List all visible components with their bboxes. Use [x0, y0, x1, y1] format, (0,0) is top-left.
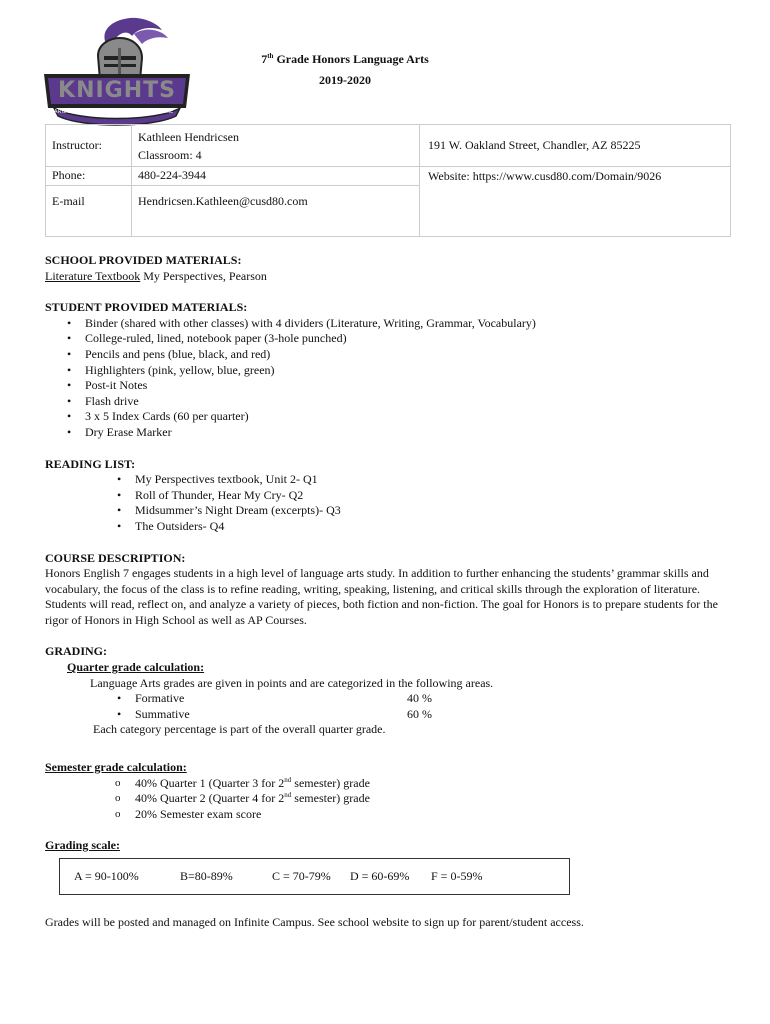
grade-categories	[45, 691, 735, 722]
list-item: • College-ruled, lined, notebook paper (3-hole punched)	[85, 331, 735, 347]
logo-subtext: ARIZONA COLLEGE PREPARATORY	[54, 109, 147, 115]
email-address[interactable]: Hendricsen.Kathleen@cusd80.com	[132, 186, 420, 237]
student-materials-list	[45, 316, 735, 441]
list-item: • My Perspectives textbook, Unit 2- Q1	[135, 472, 735, 488]
page-title	[240, 52, 450, 88]
list-item: • Midsummer’s Night Dream (excerpts)- Q3	[135, 503, 735, 519]
classroom: Classroom: 4	[138, 147, 202, 162]
scale-f: F = 0-59%	[431, 868, 483, 883]
school-year: 2019-2020	[319, 73, 371, 87]
course-description-text: Honors English 7 engages students in a high level of language arts study. In addition to further enhancing the students’ grammar skills and vocabulary, the focus of the class is to refine reading, writing, speaking, listening, and critical skills through the exploration of literature. Students will read, reflect on, and analyze a variety of pieces, both fiction and non-fiction. The goal for Honors is to prepare students for the rigor of Honors in High School as well as AP Courses.	[45, 566, 718, 627]
phone-number: 480-224-3944	[132, 167, 420, 186]
list-item: • Pencils and pens (blue, black, and red)	[85, 347, 735, 363]
semester-grade-heading: Semester grade calculation:	[45, 760, 187, 775]
list-item: • Roll of Thunder, Hear My Cry- Q2	[135, 488, 735, 504]
phone-label: Phone:	[46, 167, 132, 186]
logo-wordmark: KNIGHTS	[58, 78, 176, 103]
list-item: • Dry Erase Marker	[85, 425, 735, 441]
quarter-grade-intro: Language Arts grades are given in points and are categorized in the following areas.	[90, 675, 494, 690]
grades-footer-note: Grades will be posted and managed on Infinite Campus. See school website to sign up for parent/student access.	[45, 915, 584, 929]
list-item: • Post-it Notes	[85, 378, 735, 394]
grading-scale-heading: Grading scale:	[45, 838, 120, 853]
scale-c: C = 70-79%	[272, 868, 331, 883]
scale-d: D = 60-69%	[350, 868, 410, 883]
school-materials-heading: SCHOOL PROVIDED MATERIALS:	[45, 253, 242, 267]
reading-list	[45, 472, 735, 534]
list-item: • Formative 40 %	[135, 691, 735, 707]
semester-grade-list	[45, 776, 735, 823]
grading-heading: GRADING:	[45, 644, 107, 659]
logo-subtext-2: ERIE	[162, 109, 174, 115]
grading-scale-box	[59, 858, 570, 895]
email-label: E-mail	[46, 186, 132, 237]
list-item: • The Outsiders- Q4	[135, 519, 735, 535]
school-address: 191 W. Oakland Street, Chandler, AZ 85225	[420, 125, 731, 167]
list-item: • Binder (shared with other classes) with 4 dividers (Literature, Writing, Grammar, Vocabulary)	[85, 316, 735, 332]
quarter-grade-note: Each category percentage is part of the overall quarter grade.	[93, 722, 386, 737]
website[interactable]: Website: https://www.cusd80.com/Domain/9026	[420, 167, 731, 237]
list-item: • Summative 60 %	[135, 707, 735, 723]
list-item: o 40% Quarter 2 (Quarter 4 for 2nd semester) grade	[135, 791, 735, 807]
instructor-name: Kathleen Hendricsen	[138, 129, 239, 144]
list-item: o 20% Semester exam score	[135, 807, 735, 823]
student-materials-heading: STUDENT PROVIDED MATERIALS:	[45, 300, 248, 315]
scale-a: A = 90-100%	[74, 868, 139, 883]
scale-b: B=80-89%	[180, 868, 233, 883]
syllabus-body	[45, 253, 735, 931]
course-title: 7th Grade Honors Language Arts	[261, 52, 429, 66]
list-item: • Highlighters (pink, yellow, blue, green)	[85, 363, 735, 379]
reading-list-heading: READING LIST:	[45, 456, 136, 471]
list-item: • Flash drive	[85, 394, 735, 410]
list-item: • 3 x 5 Index Cards (60 per quarter)	[85, 409, 735, 425]
quarter-grade-heading: Quarter grade calculation:	[67, 660, 205, 675]
textbook-line: Literature Textbook My Perspectives, Pearson	[45, 268, 267, 283]
knights-logo	[38, 16, 196, 126]
list-item: o 40% Quarter 1 (Quarter 3 for 2nd semester) grade	[135, 776, 735, 792]
instructor-label: Instructor:	[46, 125, 132, 167]
instructor-info-table	[45, 124, 731, 237]
course-description-heading: COURSE DESCRIPTION:	[45, 550, 186, 565]
